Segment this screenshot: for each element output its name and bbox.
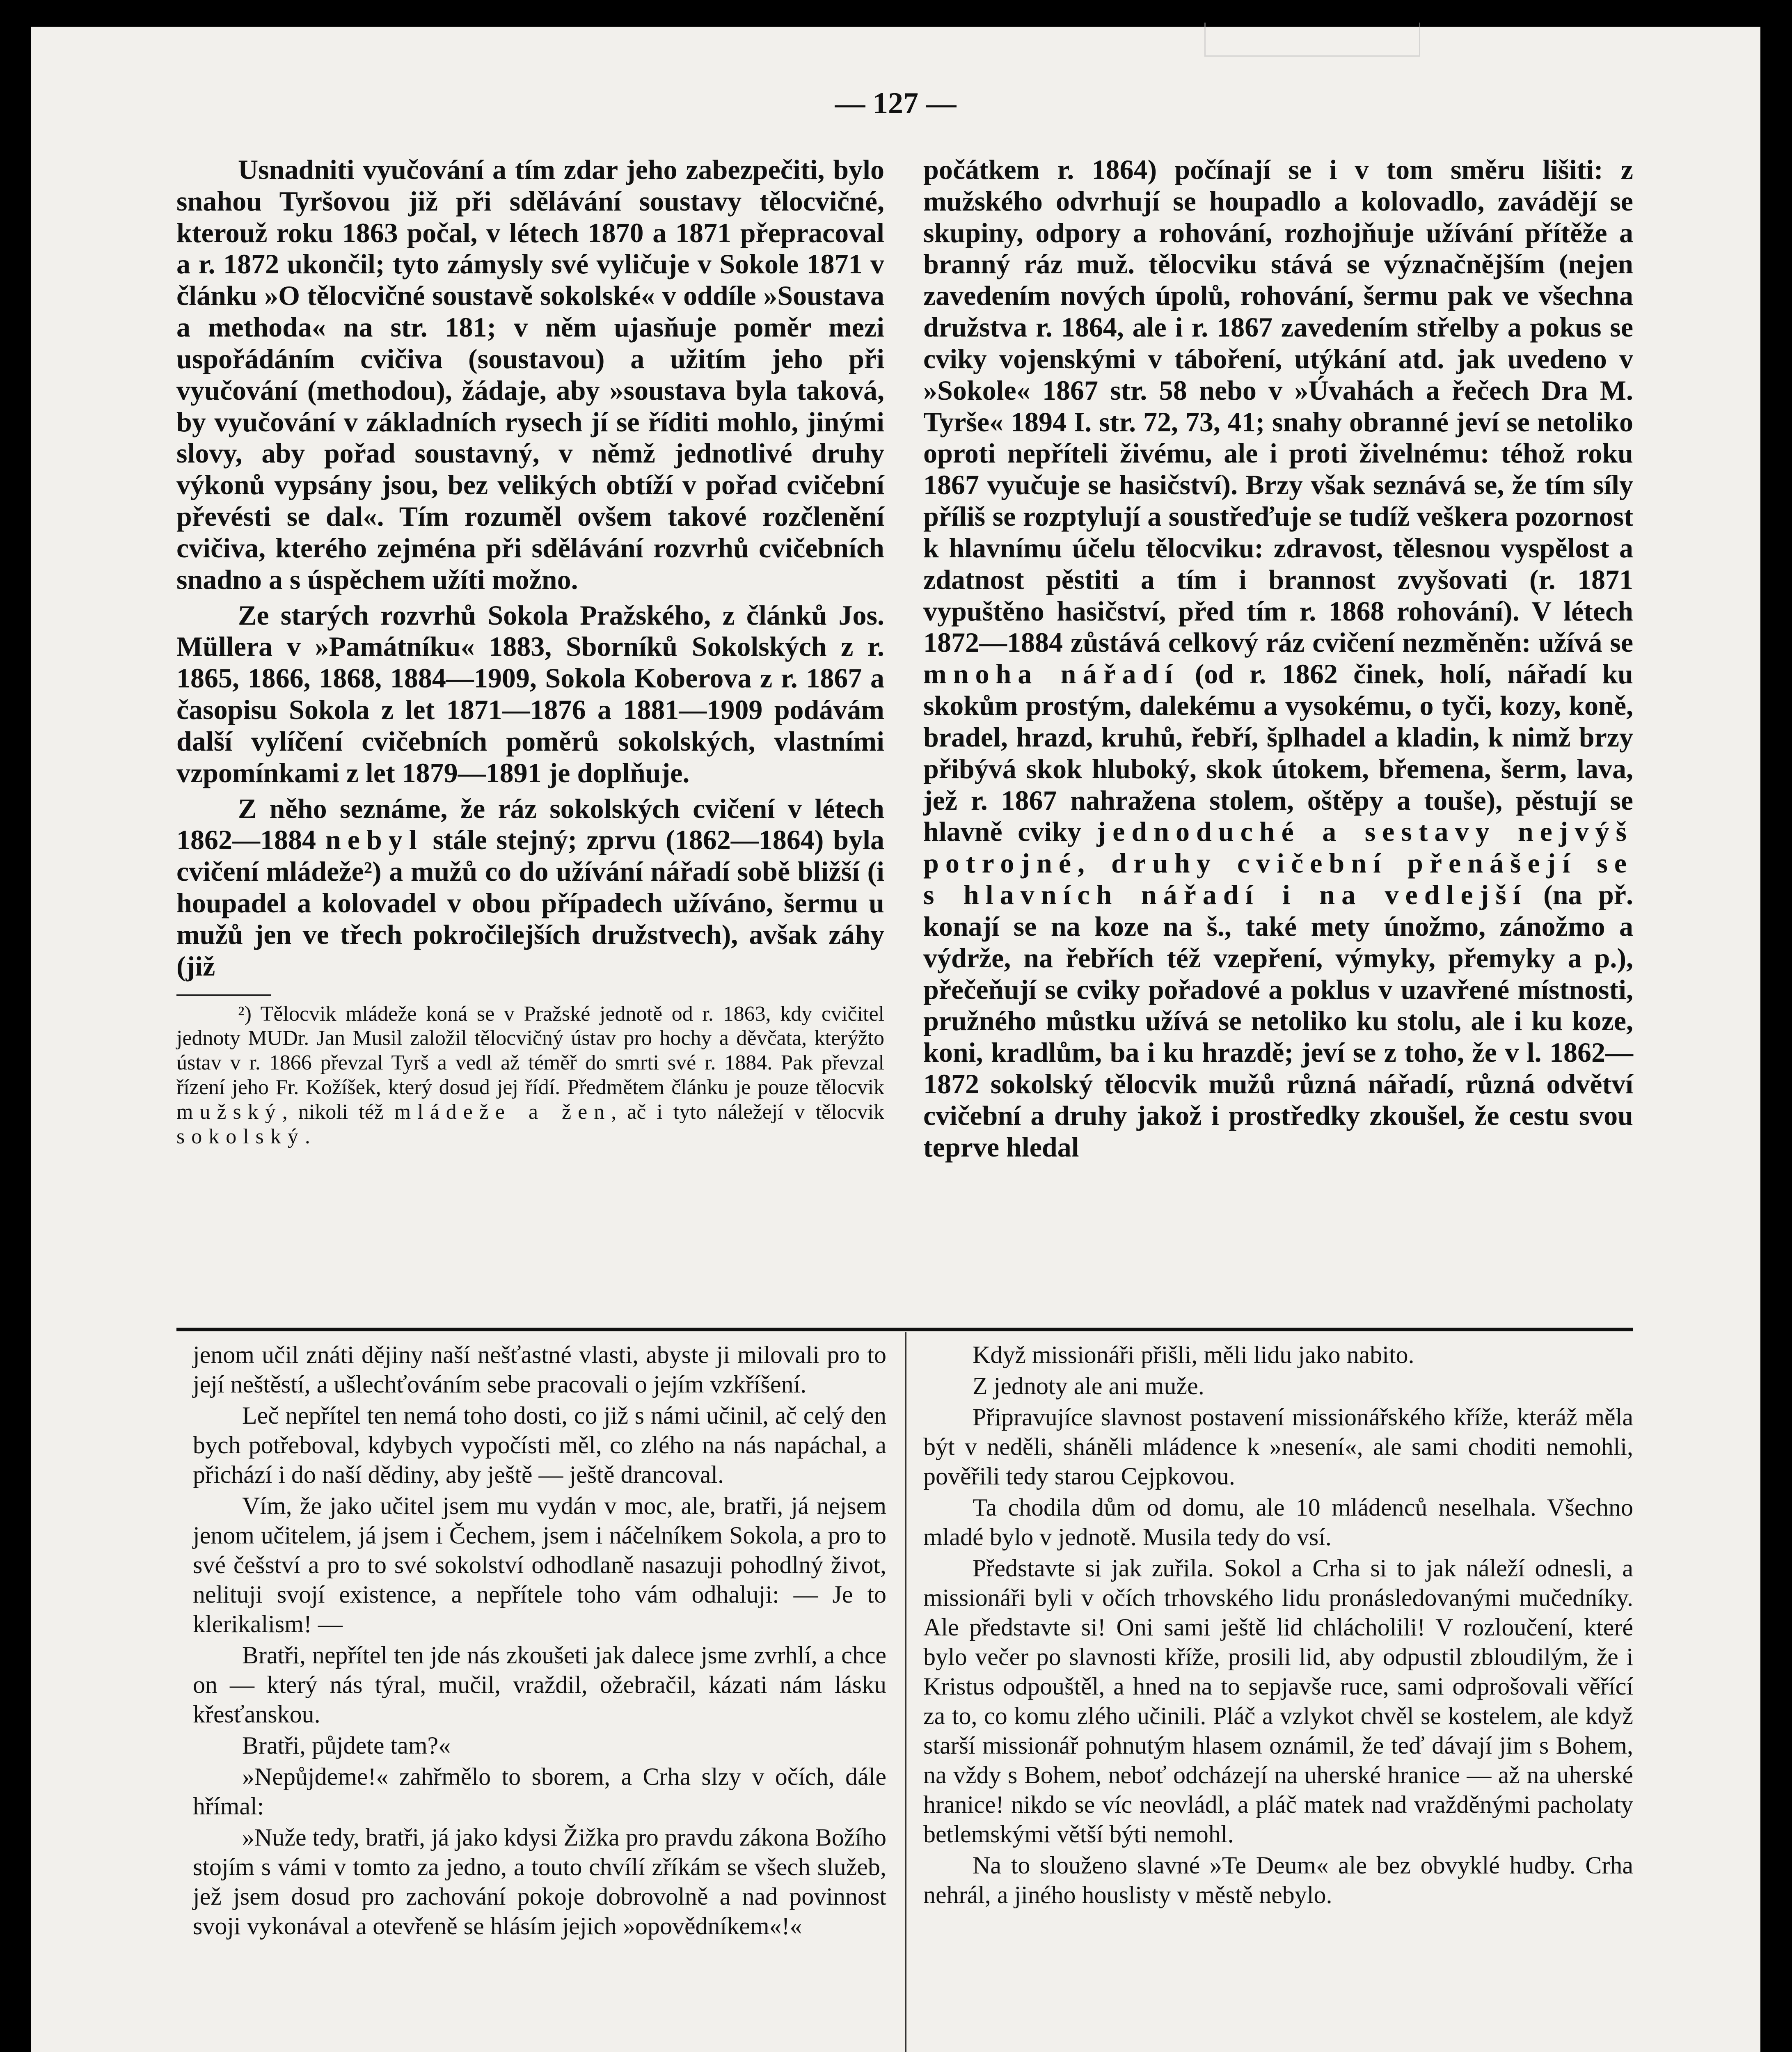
paragraph: Bratři, nepřítel ten jde nás zkoušeti jak dalece jsme zvrhlí, a chce on — který nás týral, mučil, vraždil, ožebračil, kázati nám lásku křesťanskou.	[193, 1642, 886, 1728]
paragraph: »Nuže tedy, bratři, já jako kdysi Žižka pro pravdu zákona Božího stojím s vámi v tomto za jedno, a touto chvílí zříkám se všech služeb, jež jsem dosud pro zachování pokoje dobrovolně a nad povinnost svoji vykonával a otevřeně se hlásím jejich »opovědníkem«!«	[193, 1824, 886, 1940]
paragraph: Z něho seznáme, že ráz sokolských cvičení v létech 1862—1884 nebyl stále stejný; zprvu (1862—1864) byla cvičení mládeže²) a mužů co do užívání nářadí sobě bližší (i houpadel a kolovadel v obou případech užíváno, šermu u mužů jen ve třech pokročilejších družstvech), avšak záhy (již	[176, 792, 885, 982]
paragraph: počátkem r. 1864) počínají se i v tom směru lišiti: z mužského odvrhují se houpadlo a kolovadlo, zavádějí se skupiny, odpory a rohování, rozhojňuje užívání přítěže a branný ráz muž. tělocviku stává se význačnějším (nejen zavedením nových úpolů, rohování, šermu pak ve všechna družstva r. 1864, ale i r. 1867 zavedením střelby a pokus se cviky vojenskými v táboření, utýkání atd. jak uvedeno v »Sokole« 1867 str. 58 nebo v »Úvahách a řečech Dra M. Tyrše« 1894 I. str. 72, 73, 41; snahy obranné jeví se netoliko oproti nepříteli živému, ale i proti živelnému: téhož roku 1867 vyučuje se hasičství). Brzy však seznává se, že tím síly příliš se rozptylují a soustřeďuje se tudíž veškera pozornost k hlavnímu účelu tělocviku: zdravost, tělesnou vyspělost a zdatnost pěstiti a tím i brannost zvyšovati (r. 1871 vypuštěno hasičství, před tím r. 1868 rohování). V létech 1872—1884 zůstává celkový ráz cvičení nezměněn: užívá se mnoha nářadí (od r. 1862 činek, holí, nářadí ku skokům prostým, dalekému a vysokému, o tyči, kozy, koně, bradel, hrazd, kruhů, řebří, šplhadel a kladin, k nimž brzy přibývá skok hluboký, skok útokem, břemena, šerm, lava, jež r. 1867 nahražena stolem, oštěpy a touše), pěstují se hlavně cviky jednoduché a sestavy nejvýš potrojné, druhy cvičební přenášejí se s hlavních nářadí i na vedlejší (na př. konají se na koze na š., také mety únožmo, zánožmo a výdrže, na řebřích též vzepření, výmyky, přemyky a p.), přečeňují se cviky pořadové a poklus v uzavřené místnosti, pružného můstku užívá se netoliko ku stolu, ale i ku koze, koni, kradlům, ba i ku hrazdě; jeví se z toho, že v l. 1862—1872 sokolský tělocvik mužů různá nářadí, různá odvětví cvičební a druhy jakož i prostředky zkoušel, že cestu svou teprve hledal	[923, 154, 1634, 1163]
paragraph: Když missionáři přišli, měli lidu jako nabito.	[973, 1341, 1414, 1368]
lower-right-column	[923, 1340, 1633, 1910]
paragraph: Ze starých rozvrhů Sokola Pražského, z článků Jos. Müllera v »Památníku« 1883, Sborníků Sokolských z r. 1865, 1866, 1868, 1884—1909, Sokola Koberova z r. 1867 a časopisu Sokola z let 1871—1876 a 1881—1909 podávám další vylíčení cvičebních poměrů sokolských, vlastními vzpomínkami z let 1879—1891 je doplňuje.	[176, 599, 884, 788]
paragraph: Vím, že jako učitel jsem mu vydán v moc, ale, bratři, já nejsem jenom učitelem, já jsem i Čechem, jsem i náčelníkem Sokola, a pro to své češství a pro to své sokolství odhodlaně nasazuji pohodlný život, nelituji svojí existence, a nepřítele toho vám odhaluji: — Je to klerikalism! —	[193, 1492, 886, 1637]
emphasis: jednoduché a sestavy nejvýš potrojné, druhy cvičební přenášejí se s hlavních nářadí i na vedlejší	[923, 816, 1634, 911]
footnote: ²) Tělocvik mládeže koná se v Pražské jednotě od r. 1863, kdy cvičitel jednoty MUDr. Jan Musil založil tělocvičný ústav pro hochy a děvčata, kterýžto ústav v r. 1866 převzal Tyrš a vedl až téměř do smrti své r. 1884. Pak převzal řízení jeho Fr. Kožíšek, který dosud jej řídí. Předmětem článku je pouze tělocvik mužský, nikoli též mládeže a žen, ač i tyto náležejí v tělocvik sokolský.	[176, 1002, 884, 1148]
footnote-rule	[176, 994, 271, 996]
emphasis: mnoha nářadí	[923, 658, 1179, 690]
paragraph: Usnadniti vyučování a tím zdar jeho zabezpečiti, bylo snahou Tyršovou již při sdělávání soustavy tělocvičné, kterouž roku 1863 počal, v létech 1870 a 1871 přepracoval a r. 1872 ukončil; tyto zámysly své vyličuje v Sokole 1871 v článku »O tělocvičné soustavě sokolské« v oddíle »Soustava a methoda« na str. 181; v něm ujasňuje poměr mezi uspořádáním cvičiva (soustavou) a užitím jeho při vyučování (methodou), žádaje, aby »soustava byla taková, by vyučování v základních rysech jí se říditi mohlo, jinými slovy, aby pořad soustavný, v němž jednotlivé druhy výkonů vypsány jsou, bez velikých obtíží v pořad cvičební převésti se dal«. Tím rozuměl ovšem takové rozčlenění cvičiva, kterého zejména při sdělávání rozvrhů cvičebních snadno a s úspěchem užíti možno.	[176, 154, 884, 595]
column-divider	[905, 1332, 906, 2052]
paragraph: Ta chodila dům od domu, ale 10 mládenců neselhala. Všechno mladé bylo v jednotě. Musila tedy do vsí.	[923, 1494, 1633, 1550]
faint-stamp-mark	[1204, 23, 1420, 57]
lower-left-column	[193, 1340, 886, 1941]
paragraph: Leč nepřítel ten nemá toho dosti, co již s námi učinil, ač celý den bych potřeboval, kdybych vypočísti měl, co zlého na nás napáchal, a přichází i do naší dědiny, aby ještě — ještě drancoval.	[193, 1402, 886, 1488]
page-number: — 127 —	[835, 87, 957, 120]
paragraph: Připravujíce slavnost postavení missionářského kříže, kteráž měla být v neděli, sháněli mládence k »nesení«, ale sami choditi nemohli, pověřili tedy starou Cejpkovou.	[923, 1404, 1633, 1490]
page	[31, 27, 1760, 2052]
emphasis: nebyl	[325, 824, 423, 856]
upper-left-column	[176, 154, 884, 1149]
paragraph: Bratři, půjdete tam?«	[242, 1732, 451, 1759]
paragraph: Na to slouženo slavné »Te Deum« ale bez obvyklé hudby. Crha nehrál, a jiného houslisty v městě nebylo.	[923, 1852, 1633, 1908]
paragraph: Z jednoty ale ani muže.	[973, 1372, 1204, 1399]
paragraph: jenom učil znáti dějiny naší nešťastné vlasti, abyste ji milovali pro to její neštěstí, a ušlechťováním sebe pracovali o jejím vzkříšení.	[193, 1341, 886, 1398]
paragraph: Představte si jak zuřila. Sokol a Crha si to jak náleží odnesli, a missionáři byli v očích trhovského lidu pronásledovanými mučedníky. Ale představte si! Oni sami ještě lid chlácholili! V rozloučení, které bylo večer po slavnosti kříže, prosili lid, aby odpustil zbloudilým, že i Kristus odpouštěl, a hned na to sepjavše ruce, sami odprošovali věřící za to, co komu zlého učinili. Pláč a vzlykot chvěl se kostelem, ale když starší missionář pohnutým hlasem oznámil, že teď dávají jim s Bohem, na vždy s Bohem, neboť odcházejí na uherské hranice — až na uherské hranice! nikdo se víc neovládl, a pláč matek nad vražděnými pacholaty betlemskými větší býti nemohl.	[923, 1555, 1633, 1848]
section-divider	[176, 1328, 1633, 1331]
upper-right-column	[923, 154, 1633, 1163]
paragraph: »Nepůjdeme!« zahřmělo to sborem, a Crha slzy v očích, dále hřímal:	[193, 1763, 886, 1820]
